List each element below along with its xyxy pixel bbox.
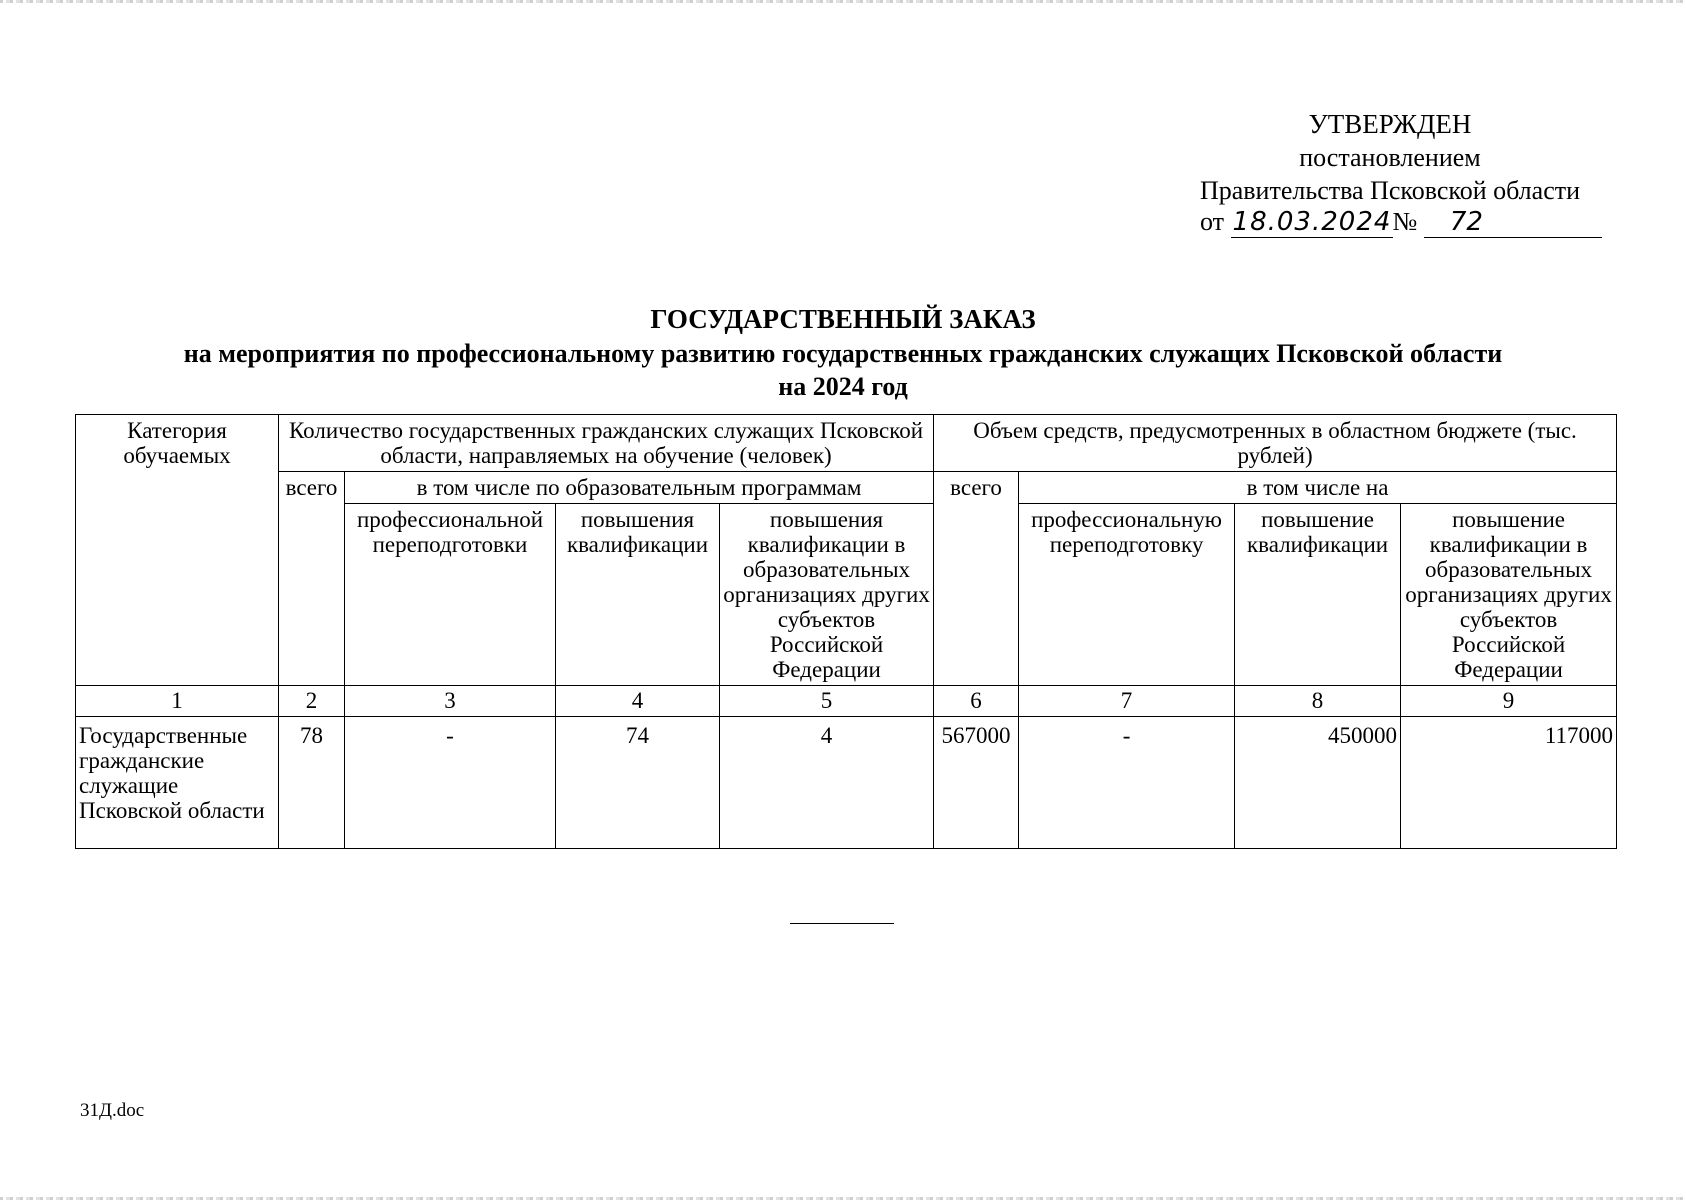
cell-budget-total: 567000 — [934, 717, 1019, 849]
column-number: 4 — [556, 686, 720, 717]
document-year: на 2024 год — [778, 372, 908, 401]
footer-filename: 31Д.doc — [80, 1100, 145, 1121]
state-order-table — [75, 414, 1617, 849]
number-prefix: № — [1392, 207, 1418, 236]
column-number: 8 — [1235, 686, 1401, 717]
header-budget-total: всего — [934, 472, 1019, 686]
header-budget-group: Объем средств, предусмотренных в областном бюджете (тыс. рублей) — [934, 415, 1617, 472]
column-number: 6 — [934, 686, 1019, 717]
approval-stamp — [1160, 108, 1620, 207]
column-number: 2 — [279, 686, 345, 717]
approval-line2: постановлением — [1299, 143, 1481, 172]
cell-count-qualification: 74 — [556, 717, 720, 849]
cell-count-retraining: - — [345, 717, 556, 849]
column-number: 9 — [1401, 686, 1617, 717]
header-count-group: Количество государственных гражданских служащих Псковской области, направляемых на обучение (человек) — [279, 415, 934, 472]
approval-date-line — [1200, 207, 1602, 238]
table-row — [76, 717, 1617, 849]
header-count-total: всего — [279, 472, 345, 686]
handwritten-date: 18.03.2024 — [1232, 207, 1392, 237]
column-number: 3 — [345, 686, 556, 717]
scan-edge-top — [0, 0, 1686, 3]
column-number: 7 — [1019, 686, 1235, 717]
header-category: Категория обучаемых — [76, 415, 279, 686]
cell-category: Государственные гражданские служащие Псковской области — [76, 717, 279, 849]
cell-budget-qualification-other: 117000 — [1401, 717, 1617, 849]
header-count-retraining: профессиональной переподготовки — [345, 504, 556, 686]
column-number: 5 — [720, 686, 934, 717]
approval-heading: УТВЕРЖДЕН — [1308, 109, 1472, 139]
header-count-including: в том числе по образовательным программам — [345, 472, 934, 504]
cell-count-total: 78 — [279, 717, 345, 849]
cell-budget-retraining: - — [1019, 717, 1235, 849]
header-count-qualification: повышения квалификации — [556, 504, 720, 686]
column-number: 1 — [76, 686, 279, 717]
date-prefix: от — [1200, 207, 1225, 236]
cell-count-qualification-other: 4 — [720, 717, 934, 849]
header-budget-qualification: повышение квалификации — [1235, 504, 1401, 686]
header-budget-qualification-other: повышение квалификации в образовательных организациях других субъектов Российской Федерации — [1401, 504, 1617, 686]
handwritten-number: 72 — [1424, 207, 1602, 238]
approval-line3: Правительства Псковской области — [1199, 176, 1581, 205]
header-budget-retraining: профессиональную переподготовку — [1019, 504, 1235, 686]
cell-budget-qualification: 450000 — [1235, 717, 1401, 849]
header-count-qualification-other: повышения квалификации в образовательных организациях других субъектов Российской Федерации — [720, 504, 934, 686]
document-subtitle: на мероприятия по профессиональному развитию государственных гражданских служащих Псковской области — [183, 339, 1503, 368]
header-budget-including: в том числе на — [1019, 472, 1617, 504]
document-title: ГОСУДАРСТВЕННЫЙ ЗАКАЗ — [650, 304, 1036, 334]
end-of-document-rule — [790, 923, 894, 924]
